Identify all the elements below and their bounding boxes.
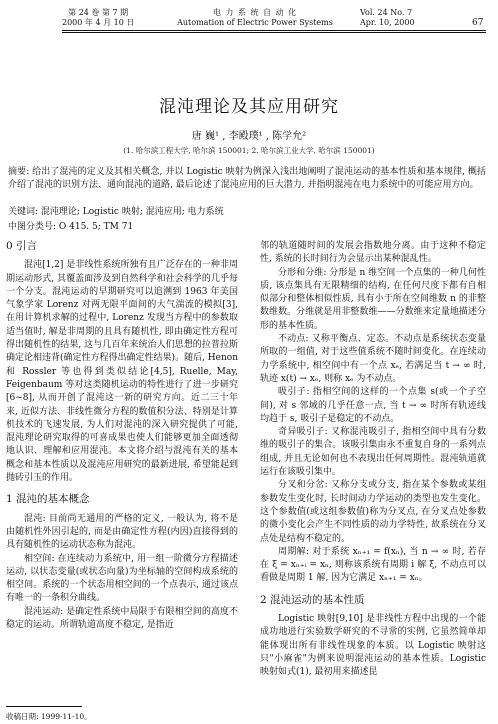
paragraph: 混沌: 目前尚无通用的严格的定义, 一般认为, 将不是由随机性外因引起的, 而是由确定性方程(内因)直接得到的具有随机性的运动状态称为混沌。	[6, 513, 238, 551]
abstract: 摘要: 给出了混沌的定义及其相关概念, 并以 Logistic 映射为例深入浅出地阐明了混沌运动的基本性质和基本规律, 概括介绍了混沌的识别方法、通向混沌的道路, 最后论述了混沌应用的巨大潜力, 并指明混沌在电力系统中的可能应用方向。	[8, 167, 486, 190]
paragraph: 邻的轨道随时间的发展会指数地分离。由于这种不稳定性, 系统的长时间行为会显示出某种混乱性。	[260, 241, 486, 265]
date-cn: 2000 年 4 月 10 日	[62, 18, 135, 27]
header-rule-thin	[62, 32, 486, 33]
volume-issue-en	[360, 8, 470, 28]
received-date-footnote: 收稿日期: 1999-11-10。	[6, 712, 92, 721]
section-2-heading: 2 混沌运动的基本性质	[260, 593, 365, 606]
right-column	[260, 240, 486, 680]
paragraph: 分形和分维: 分形是 n 维空间一个点集的一种几何性质, 该点集具有无限精细的结构, 在任何尺度下都有自相似部分和整体相似性质, 具有小于所在空间维数 n 的非整数维数。分维就是用非整数维——分数维来定量地描述分形的基本性质。	[260, 267, 486, 331]
volume-cn: 第 24 卷 第 7 期	[68, 8, 129, 17]
volume-en: Vol. 24 No. 7	[360, 8, 413, 17]
journal-en: Automation of Electric Power Systems	[177, 18, 333, 27]
header-rule	[62, 30, 486, 31]
paragraph: Logistic 映射[9,10] 是非线性方程中出现的一个能成功地进行实验数学研究的不寻常的实例, 它虽然简单却能体现出所有非线性现象的本质。以 Logistic 映射这只"小麻雀"为例来说明混沌运动的基本性质。Logistic 映射如式(1), 最初用来描述昆	[260, 614, 486, 678]
author-list: 唐 巍¹ , 李殿璞¹ , 陈学允²	[191, 131, 307, 142]
footnote-rule	[6, 706, 82, 707]
paragraph: 不动点: 又称平衡点、定态。不动点是系统状态变量所取的一组值, 对于这些值系统不随时间变化。在连续动力学系统中, 相空间中有一个点 xₑ, 若满足当 t → ∞ 时, 轨迹 x(t) → xₑ, 则称 xₑ 为不动点。	[260, 334, 486, 384]
journal-cn: 电 力 系 统 自 动 化	[212, 8, 298, 17]
affiliations: (1. 哈尔滨工程大学, 哈尔滨 150001; 2. 哈尔滨工业大学, 哈尔滨 150001)	[123, 146, 375, 155]
paper-title: 混沌理论及其应用研究	[159, 97, 339, 117]
paragraph: 混沌运动: 是确定性系统中局限于有限相空间的高度不稳定的运动。所谓轨道高度不稳定, 是指近	[6, 606, 238, 631]
keywords: 关键词: 混沌理论; Logistic 映射; 混沌应用; 电力系统	[8, 207, 224, 217]
paragraph: 混沌[1,2] 是非线性系统所独有且广泛存在的一种非周期运动形式, 其覆盖面涉及到自然科学和社会科学的几乎每一个分支。混沌运动的早期研究可以追溯到 1963 年美国气象学家 Lorenz 对两无限平面间的大气湍流的模拟[3], 在用计算机求解的过程中, Lorenz 发现当方程中的参数取适当值时, 解是非周期的且具有随机性, 即由确定性方程可得出随机性的结果, 这与几百年来统治人们思想的拉普拉斯确定论相违背(确定性方程得出确定性结果)。随后, Henon 和 Rossler 等也得到类似结论[4,5], Ruelle, May, Feigenbaum 等对这类随机运动的特性进行了进一步研究[6~8], 从而开创了混沌这一新的研究方向。近二三十年来, 近似方法、非线性微分方程的数值积分法、特别是计算机技术的飞速发展, 为人们对混沌的深入研究提供了可能, 混沌理论研究取得的可喜成果也使人们能够更加全面透彻地认识、理解和应用混沌。本文将介绍与混沌有关的基本概念和基本性质以及混沌应用研究的最新进展, 希望能起到抛砖引玉的作用。	[6, 260, 238, 484]
paragraph: 相空间: 在连续动力系统中, 用一组一阶微分方程描述运动, 以状态变量(或状态向量)为坐标轴的空间构成系统的相空间。系统的一个状态用相空间的一个点表示, 通过该点有唯一的一条积分曲线。	[6, 553, 238, 604]
paragraph: 奇异吸引子: 又称混沌吸引子, 指相空间中具有分数维的吸引子的集合。该吸引集由永不重复自身的一系列点组成, 并且无论如何也不表现出任何周期性。混沌轨道就运行在该吸引集中。	[260, 427, 486, 478]
journal-name	[170, 8, 340, 28]
classification-number: 中图分类号: O 415. 5; TM 71	[8, 222, 134, 232]
running-header	[0, 6, 498, 30]
paragraph: 分叉和分岔: 又称分支或分支, 指在某个参数或某组参数发生变化时, 长时间动力学运动的类型也发生变化。这个参数值(或这组参数值)称为分叉点, 在分叉点处参数的微小变化会产生不同性质的动力学特性, 故系统在分叉点处是结构不稳定的。	[260, 480, 486, 544]
paragraph: 周期解: 对于系统 xₙ₊₁ = f(xₙ), 当 n → ∞ 时, 若存在 ξ = xₙ₊ᵢ = xₙ, 则称该系统有周期 i 解 ξ, 不动点可以看做是周期 1 解, 因为它满足 xₙ₊₁ = xₙ。	[260, 546, 486, 584]
paragraph: 吸引子: 指相空间的这样的一个点集 s(或一个子空间), 对 s 邻域的几乎任意一点, 当 t → ∞ 时所有轨迹线均趋于 s, 吸引子是稳定的不动点。	[260, 387, 486, 424]
section-1-heading: 1 混沌的基本概念	[6, 493, 90, 506]
section-0-heading: 0 引言	[6, 240, 38, 252]
volume-issue-cn	[62, 8, 134, 28]
date-en: Apr. 10, 2000	[360, 18, 415, 27]
left-column	[6, 240, 238, 632]
page-number: 67	[472, 18, 484, 28]
